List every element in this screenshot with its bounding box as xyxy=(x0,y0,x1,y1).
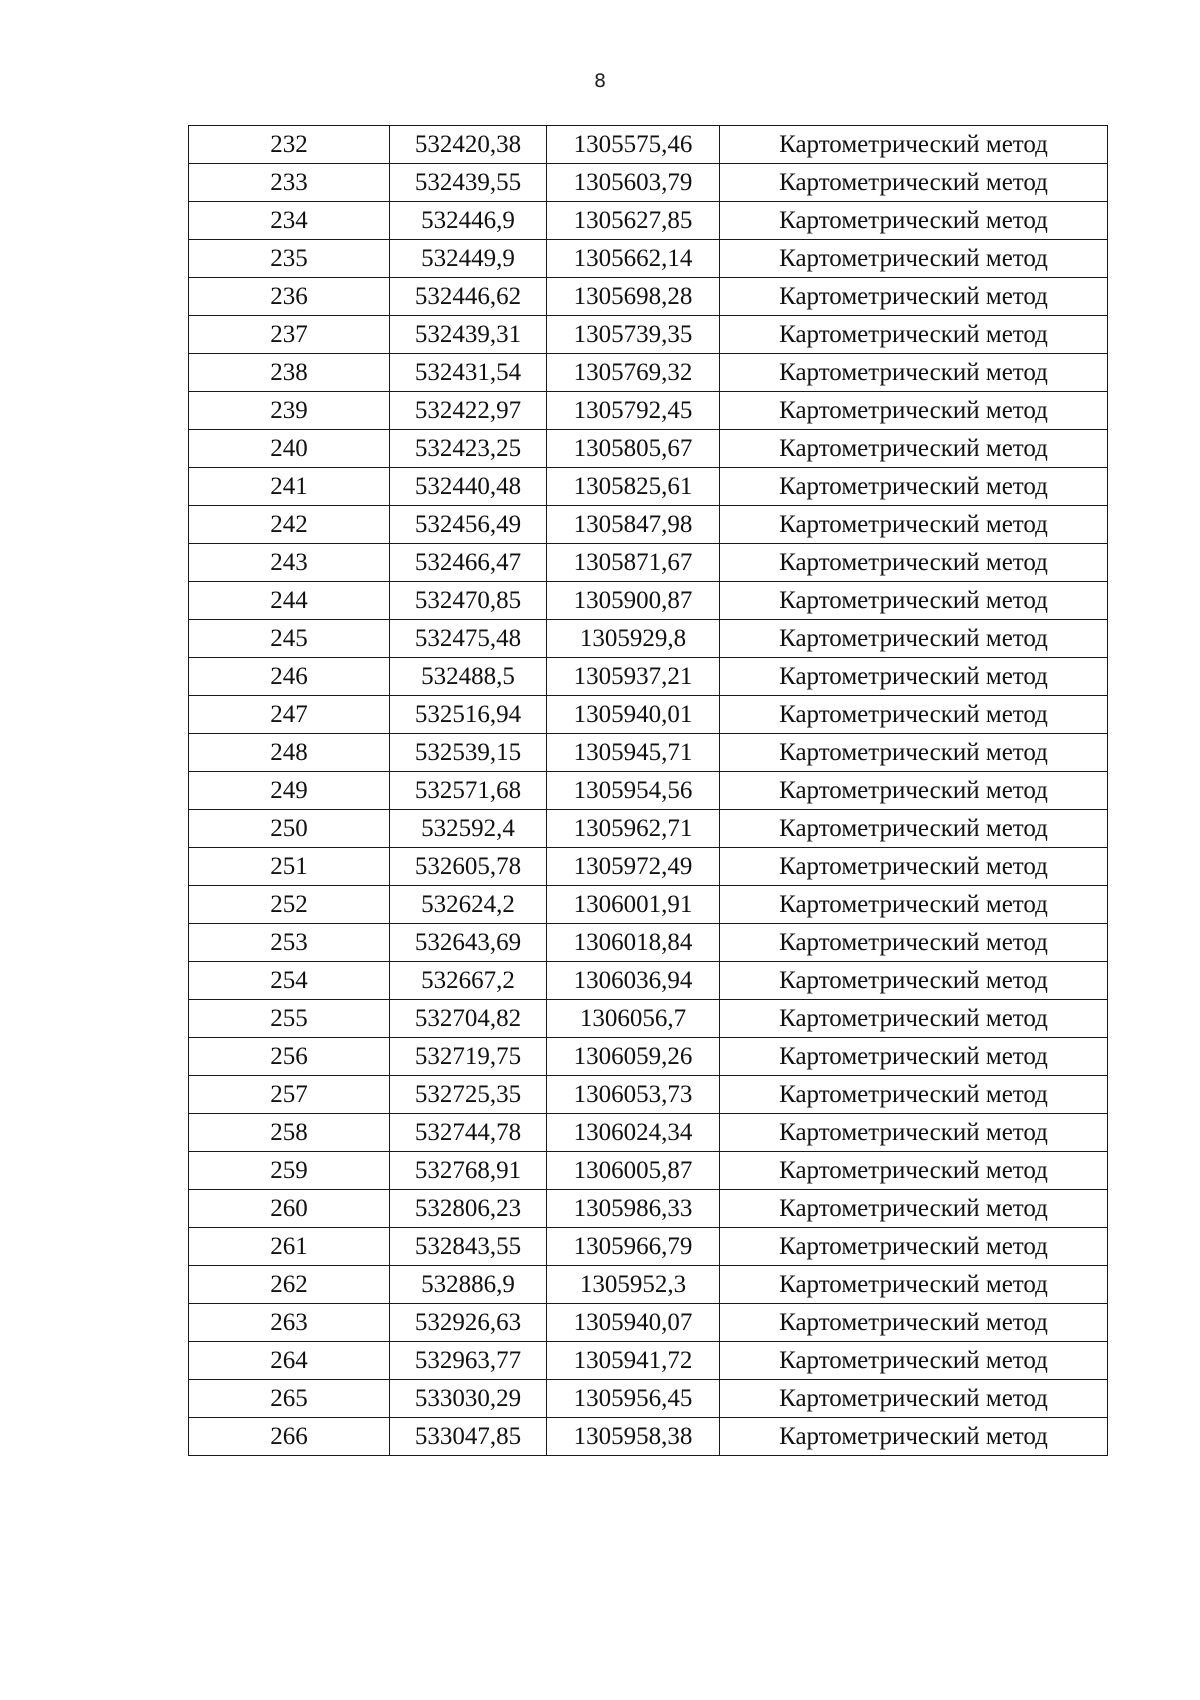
table-row xyxy=(189,620,1108,658)
point-number-cell: 239 xyxy=(189,392,390,430)
x-coordinate-cell: 532768,91 xyxy=(390,1152,547,1190)
table-row xyxy=(189,202,1108,240)
y-coordinate-cell: 1305698,28 xyxy=(547,278,720,316)
point-number-cell: 242 xyxy=(189,506,390,544)
method-cell: Картометрический метод xyxy=(720,468,1108,506)
x-coordinate-cell: 532539,15 xyxy=(390,734,547,772)
method-cell: Картометрический метод xyxy=(720,848,1108,886)
table-row xyxy=(189,544,1108,582)
method-cell: Картометрический метод xyxy=(720,1380,1108,1418)
point-number-cell: 245 xyxy=(189,620,390,658)
method-cell: Картометрический метод xyxy=(720,1228,1108,1266)
point-number-cell: 236 xyxy=(189,278,390,316)
y-coordinate-cell: 1305871,67 xyxy=(547,544,720,582)
point-number-cell: 249 xyxy=(189,772,390,810)
y-coordinate-cell: 1306018,84 xyxy=(547,924,720,962)
table-row xyxy=(189,126,1108,164)
table-row xyxy=(189,734,1108,772)
method-cell: Картометрический метод xyxy=(720,1304,1108,1342)
y-coordinate-cell: 1305972,49 xyxy=(547,848,720,886)
y-coordinate-cell: 1305940,01 xyxy=(547,696,720,734)
page-number: 8 xyxy=(593,70,607,92)
point-number-cell: 243 xyxy=(189,544,390,582)
table-row xyxy=(189,1266,1108,1304)
point-number-cell: 265 xyxy=(189,1380,390,1418)
table-row xyxy=(189,468,1108,506)
point-number-cell: 232 xyxy=(189,126,390,164)
table-row xyxy=(189,696,1108,734)
table-row xyxy=(189,848,1108,886)
x-coordinate-cell: 532466,47 xyxy=(390,544,547,582)
point-number-cell: 233 xyxy=(189,164,390,202)
method-cell: Картометрический метод xyxy=(720,1418,1108,1456)
method-cell: Картометрический метод xyxy=(720,126,1108,164)
x-coordinate-cell: 532926,63 xyxy=(390,1304,547,1342)
y-coordinate-cell: 1305792,45 xyxy=(547,392,720,430)
table-row xyxy=(189,772,1108,810)
x-coordinate-cell: 532422,97 xyxy=(390,392,547,430)
y-coordinate-cell: 1306059,26 xyxy=(547,1038,720,1076)
method-cell: Картометрический метод xyxy=(720,278,1108,316)
table-row xyxy=(189,164,1108,202)
point-number-cell: 258 xyxy=(189,1114,390,1152)
x-coordinate-cell: 532439,55 xyxy=(390,164,547,202)
table-row xyxy=(189,506,1108,544)
y-coordinate-cell: 1306036,94 xyxy=(547,962,720,1000)
point-number-cell: 234 xyxy=(189,202,390,240)
x-coordinate-cell: 532446,62 xyxy=(390,278,547,316)
method-cell: Картометрический метод xyxy=(720,1114,1108,1152)
method-cell: Картометрический метод xyxy=(720,620,1108,658)
y-coordinate-cell: 1305929,8 xyxy=(547,620,720,658)
x-coordinate-cell: 532744,78 xyxy=(390,1114,547,1152)
method-cell: Картометрический метод xyxy=(720,1000,1108,1038)
point-number-cell: 266 xyxy=(189,1418,390,1456)
point-number-cell: 240 xyxy=(189,430,390,468)
point-number-cell: 262 xyxy=(189,1266,390,1304)
method-cell: Картометрический метод xyxy=(720,392,1108,430)
y-coordinate-cell: 1305825,61 xyxy=(547,468,720,506)
y-coordinate-cell: 1306005,87 xyxy=(547,1152,720,1190)
y-coordinate-cell: 1306056,7 xyxy=(547,1000,720,1038)
x-coordinate-cell: 532571,68 xyxy=(390,772,547,810)
x-coordinate-cell: 532886,9 xyxy=(390,1266,547,1304)
point-number-cell: 260 xyxy=(189,1190,390,1228)
x-coordinate-cell: 532420,38 xyxy=(390,126,547,164)
x-coordinate-cell: 532624,2 xyxy=(390,886,547,924)
method-cell: Картометрический метод xyxy=(720,240,1108,278)
x-coordinate-cell: 532592,4 xyxy=(390,810,547,848)
point-number-cell: 264 xyxy=(189,1342,390,1380)
point-number-cell: 246 xyxy=(189,658,390,696)
y-coordinate-cell: 1306053,73 xyxy=(547,1076,720,1114)
x-coordinate-cell: 532431,54 xyxy=(390,354,547,392)
x-coordinate-cell: 532439,31 xyxy=(390,316,547,354)
point-number-cell: 256 xyxy=(189,1038,390,1076)
x-coordinate-cell: 532963,77 xyxy=(390,1342,547,1380)
table-row xyxy=(189,278,1108,316)
y-coordinate-cell: 1305603,79 xyxy=(547,164,720,202)
table-row xyxy=(189,392,1108,430)
method-cell: Картометрический метод xyxy=(720,354,1108,392)
x-coordinate-cell: 532725,35 xyxy=(390,1076,547,1114)
point-number-cell: 241 xyxy=(189,468,390,506)
x-coordinate-cell: 532719,75 xyxy=(390,1038,547,1076)
point-number-cell: 247 xyxy=(189,696,390,734)
method-cell: Картометрический метод xyxy=(720,582,1108,620)
method-cell: Картометрический метод xyxy=(720,962,1108,1000)
x-coordinate-cell: 532475,48 xyxy=(390,620,547,658)
method-cell: Картометрический метод xyxy=(720,430,1108,468)
point-number-cell: 251 xyxy=(189,848,390,886)
y-coordinate-cell: 1305940,07 xyxy=(547,1304,720,1342)
x-coordinate-cell: 532516,94 xyxy=(390,696,547,734)
table-row xyxy=(189,430,1108,468)
method-cell: Картометрический метод xyxy=(720,202,1108,240)
method-cell: Картометрический метод xyxy=(720,734,1108,772)
point-number-cell: 244 xyxy=(189,582,390,620)
point-number-cell: 255 xyxy=(189,1000,390,1038)
y-coordinate-cell: 1305900,87 xyxy=(547,582,720,620)
method-cell: Картометрический метод xyxy=(720,886,1108,924)
method-cell: Картометрический метод xyxy=(720,164,1108,202)
table-row xyxy=(189,240,1108,278)
point-number-cell: 235 xyxy=(189,240,390,278)
y-coordinate-cell: 1305962,71 xyxy=(547,810,720,848)
table-row xyxy=(189,1152,1108,1190)
table-row xyxy=(189,1076,1108,1114)
x-coordinate-cell: 532488,5 xyxy=(390,658,547,696)
method-cell: Картометрический метод xyxy=(720,506,1108,544)
method-cell: Картометрический метод xyxy=(720,544,1108,582)
table-row xyxy=(189,1342,1108,1380)
x-coordinate-cell: 532440,48 xyxy=(390,468,547,506)
method-cell: Картометрический метод xyxy=(720,810,1108,848)
y-coordinate-cell: 1305769,32 xyxy=(547,354,720,392)
x-coordinate-cell: 532470,85 xyxy=(390,582,547,620)
point-number-cell: 259 xyxy=(189,1152,390,1190)
method-cell: Картометрический метод xyxy=(720,1152,1108,1190)
x-coordinate-cell: 532446,9 xyxy=(390,202,547,240)
point-number-cell: 261 xyxy=(189,1228,390,1266)
x-coordinate-cell: 532449,9 xyxy=(390,240,547,278)
y-coordinate-cell: 1305956,45 xyxy=(547,1380,720,1418)
y-coordinate-cell: 1305958,38 xyxy=(547,1418,720,1456)
method-cell: Картометрический метод xyxy=(720,1190,1108,1228)
y-coordinate-cell: 1306001,91 xyxy=(547,886,720,924)
x-coordinate-cell: 533030,29 xyxy=(390,1380,547,1418)
x-coordinate-cell: 532456,49 xyxy=(390,506,547,544)
method-cell: Картометрический метод xyxy=(720,772,1108,810)
y-coordinate-cell: 1305805,67 xyxy=(547,430,720,468)
y-coordinate-cell: 1305945,71 xyxy=(547,734,720,772)
table-row xyxy=(189,582,1108,620)
table-row xyxy=(189,354,1108,392)
x-coordinate-cell: 532667,2 xyxy=(390,962,547,1000)
table-row xyxy=(189,924,1108,962)
table-row xyxy=(189,1000,1108,1038)
table-row xyxy=(189,1228,1108,1266)
x-coordinate-cell: 532704,82 xyxy=(390,1000,547,1038)
table-row xyxy=(189,1304,1108,1342)
y-coordinate-cell: 1305739,35 xyxy=(547,316,720,354)
y-coordinate-cell: 1305575,46 xyxy=(547,126,720,164)
point-number-cell: 250 xyxy=(189,810,390,848)
table-row xyxy=(189,886,1108,924)
point-number-cell: 248 xyxy=(189,734,390,772)
x-coordinate-cell: 533047,85 xyxy=(390,1418,547,1456)
y-coordinate-cell: 1305966,79 xyxy=(547,1228,720,1266)
y-coordinate-cell: 1306024,34 xyxy=(547,1114,720,1152)
table-row xyxy=(189,810,1108,848)
method-cell: Картометрический метод xyxy=(720,1038,1108,1076)
y-coordinate-cell: 1305952,3 xyxy=(547,1266,720,1304)
x-coordinate-cell: 532643,69 xyxy=(390,924,547,962)
y-coordinate-cell: 1305627,85 xyxy=(547,202,720,240)
method-cell: Картометрический метод xyxy=(720,1342,1108,1380)
point-number-cell: 237 xyxy=(189,316,390,354)
y-coordinate-cell: 1305662,14 xyxy=(547,240,720,278)
y-coordinate-cell: 1305954,56 xyxy=(547,772,720,810)
point-number-cell: 238 xyxy=(189,354,390,392)
table-row xyxy=(189,1380,1108,1418)
table-row xyxy=(189,1190,1108,1228)
x-coordinate-cell: 532843,55 xyxy=(390,1228,547,1266)
point-number-cell: 254 xyxy=(189,962,390,1000)
point-number-cell: 257 xyxy=(189,1076,390,1114)
table-row xyxy=(189,1038,1108,1076)
x-coordinate-cell: 532605,78 xyxy=(390,848,547,886)
method-cell: Картометрический метод xyxy=(720,316,1108,354)
table-row xyxy=(189,1114,1108,1152)
point-number-cell: 252 xyxy=(189,886,390,924)
y-coordinate-cell: 1305937,21 xyxy=(547,658,720,696)
method-cell: Картометрический метод xyxy=(720,696,1108,734)
coordinates-table-body xyxy=(189,126,1108,1456)
table-row xyxy=(189,658,1108,696)
method-cell: Картометрический метод xyxy=(720,1266,1108,1304)
method-cell: Картометрический метод xyxy=(720,1076,1108,1114)
y-coordinate-cell: 1305986,33 xyxy=(547,1190,720,1228)
method-cell: Картометрический метод xyxy=(720,924,1108,962)
x-coordinate-cell: 532423,25 xyxy=(390,430,547,468)
y-coordinate-cell: 1305941,72 xyxy=(547,1342,720,1380)
table-row xyxy=(189,962,1108,1000)
coordinates-table xyxy=(188,125,1108,1456)
method-cell: Картометрический метод xyxy=(720,658,1108,696)
y-coordinate-cell: 1305847,98 xyxy=(547,506,720,544)
x-coordinate-cell: 532806,23 xyxy=(390,1190,547,1228)
point-number-cell: 253 xyxy=(189,924,390,962)
point-number-cell: 263 xyxy=(189,1304,390,1342)
table-row xyxy=(189,316,1108,354)
table-row xyxy=(189,1418,1108,1456)
